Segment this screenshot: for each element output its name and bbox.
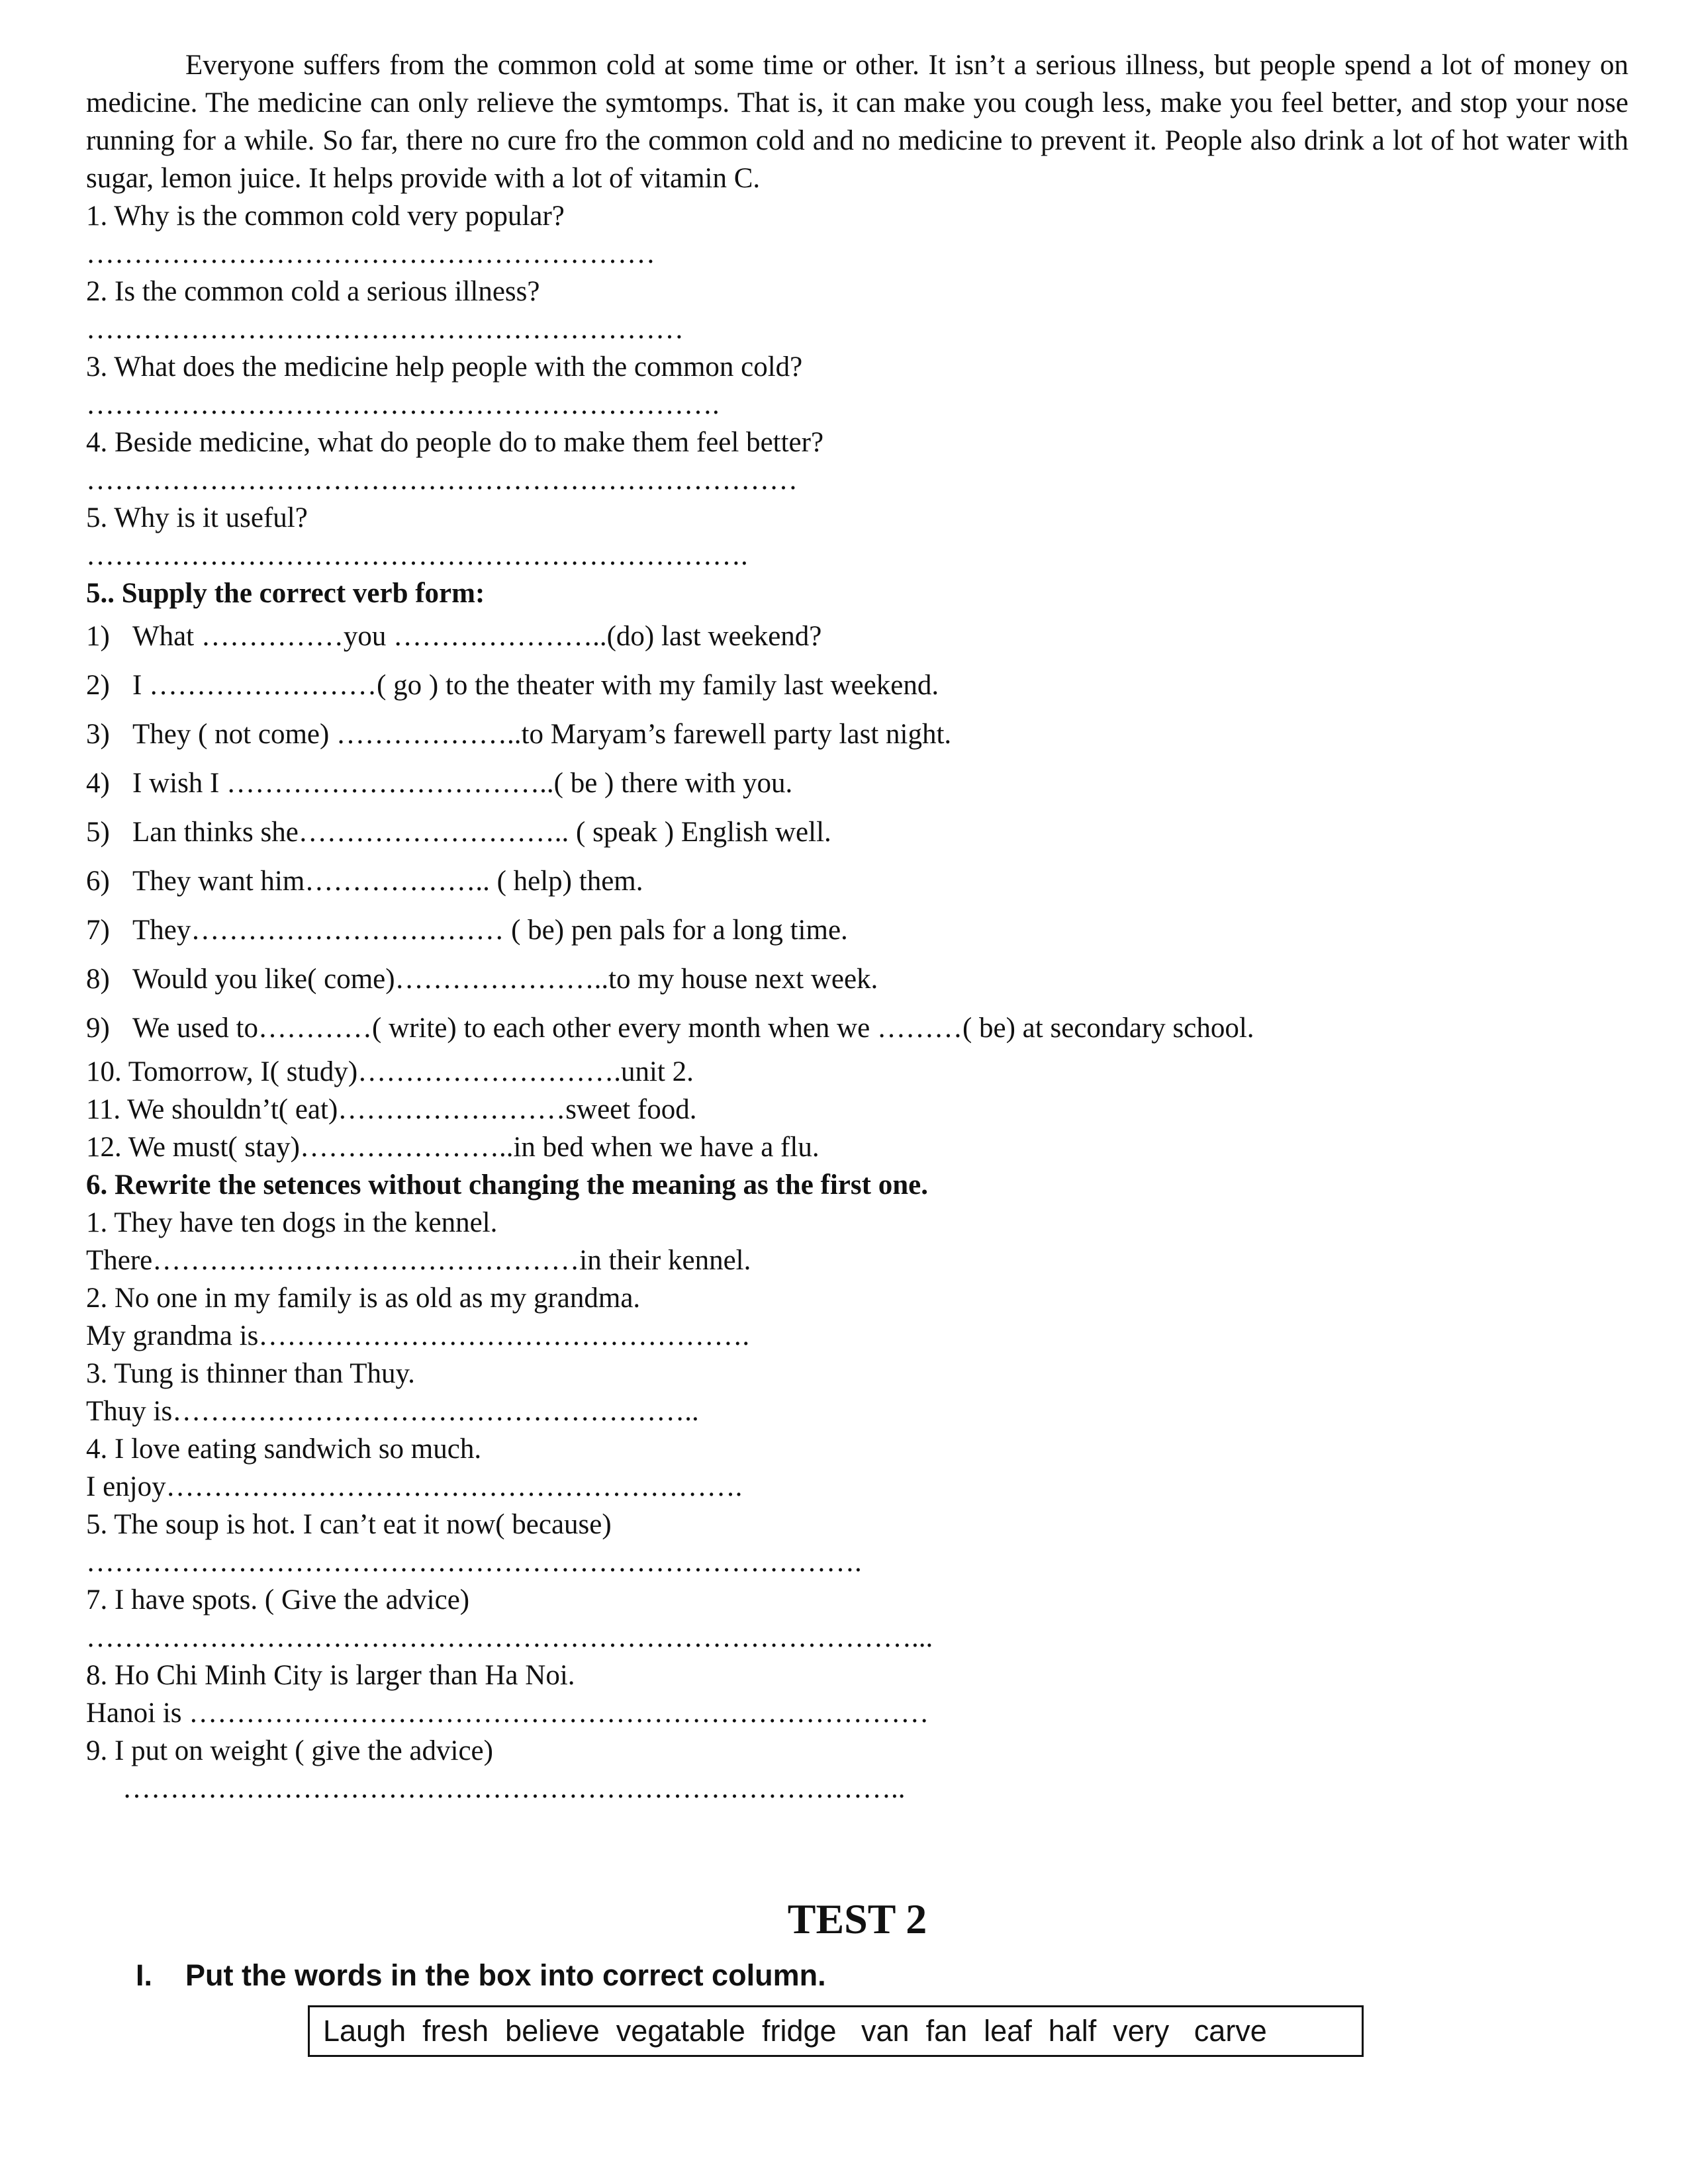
answer-blank-1[interactable]: …………………………………………………… xyxy=(86,238,655,269)
list-item: 11. We shouldn’t( eat)……………………sweet food. xyxy=(86,1094,697,1125)
list-item: 8) Would you like( come)…………………..to my house next week. xyxy=(86,964,878,995)
word-box: Laugh fresh believe vegatable fridge van fan leaf half very carve xyxy=(308,2005,1364,2057)
rewrite-blank-last[interactable]: ……………………………………………………………………….. xyxy=(122,1773,906,1804)
list-item: 6) They want him……………….. ( help) them. xyxy=(86,866,643,897)
rewrite-line: 2. No one in my family is as old as my grandma. xyxy=(86,1283,641,1314)
list-item: 5) Lan thinks she……………………….. ( speak ) English well. xyxy=(86,817,831,848)
rewrite-line: 3. Tung is thinner than Thuy. xyxy=(86,1358,415,1389)
section-5-heading: 5.. Supply the correct verb form: xyxy=(86,578,485,609)
section-6-heading: 6. Rewrite the setences without changing the meaning as the first one. xyxy=(86,1169,928,1201)
question-1: 1. Why is the common cold very popular? xyxy=(86,201,565,232)
rewrite-line: 7. I have spots. ( Give the advice) xyxy=(86,1584,470,1615)
question-3: 3. What does the medicine help people with the common cold? xyxy=(86,351,803,383)
reading-questions xyxy=(86,197,1628,574)
rewrite-line: 9. I put on weight ( give the advice) xyxy=(86,1735,493,1766)
rewrite-line[interactable]: My grandma is……………………………………………. xyxy=(86,1320,750,1351)
question-5: 5. Why is it useful? xyxy=(86,502,308,533)
rewrite-line: 1. They have ten dogs in the kennel. xyxy=(86,1207,498,1238)
verb-form-list xyxy=(86,612,1628,1053)
verb-form-list-continued xyxy=(86,1053,1628,1166)
test-2-section-heading xyxy=(136,1956,826,1995)
list-item: 2) I ……………………( go ) to the theater with my family last weekend. xyxy=(86,670,939,701)
answer-blank-5[interactable]: ……………………………………………………………. xyxy=(86,540,748,571)
answer-blank-4[interactable]: ………………………………………………………………… xyxy=(86,465,798,496)
list-item: 4) I wish I ……………………………..( be ) there with you. xyxy=(86,768,793,799)
rewrite-list xyxy=(86,1204,1628,1807)
rewrite-line: 5. The soup is hot. I can’t eat it now( because) xyxy=(86,1509,612,1540)
list-item: 1) What ……………you …………………..(do) last weekend? xyxy=(86,621,822,652)
list-item: 12. We must( stay)…………………..in bed when we have a flu. xyxy=(86,1132,820,1163)
list-item: 10. Tomorrow, I( study)……………………….unit 2. xyxy=(86,1056,694,1087)
rewrite-line[interactable]: ………………………………………………………………………. xyxy=(86,1547,862,1578)
rewrite-line[interactable]: Hanoi is …………………………………………………………………… xyxy=(86,1698,929,1729)
question-4: 4. Beside medicine, what do people do to make them feel better? xyxy=(86,427,824,458)
test-2-title: TEST 2 xyxy=(787,1895,927,1942)
rewrite-line[interactable]: Thuy is……………………………………………….. xyxy=(86,1396,699,1427)
answer-blank-2[interactable]: ……………………………………………………… xyxy=(86,314,684,345)
list-item: 3) They ( not come) ………………..to Maryam’s farewell party last night. xyxy=(86,719,952,750)
list-item: 7) They…………………………… ( be) pen pals for a long time. xyxy=(86,915,848,946)
reading-paragraph: Everyone suffers from the common cold at some time or other. It isn’t a serious illness, but people spend a lot of money on medicine. The medicine can only relieve the symtomps. That is, it can make you cough less, make you feel better, and stop your nose running for a while. So far, there no cure fro the common cold and no medicine to prevent it. People also drink a lot of hot water with sugar, lemon juice. It helps provide with a lot of vitamin C. xyxy=(86,50,1628,194)
rewrite-line: 4. I love eating sandwich so much. xyxy=(86,1433,482,1465)
worksheet-page xyxy=(86,46,1628,2048)
question-2: 2. Is the common cold a serious illness? xyxy=(86,276,540,307)
rewrite-line: 8. Ho Chi Minh City is larger than Ha Noi. xyxy=(86,1660,575,1691)
rewrite-line[interactable]: ……………………………………………………………………………... xyxy=(86,1622,933,1653)
list-item: 9) We used to…………( write) to each other every month when we ………( be) at secondary school. xyxy=(86,1013,1254,1044)
rewrite-line[interactable]: I enjoy……………………………………………………. xyxy=(86,1471,743,1502)
section-roman-numeral: I. xyxy=(136,1958,153,1992)
answer-blank-3[interactable]: …………………………………………………………. xyxy=(86,389,720,420)
rewrite-line[interactable]: There………………………………………in their kennel. xyxy=(86,1245,751,1276)
section-instruction: Put the words in the box into correct column. xyxy=(185,1958,826,1992)
